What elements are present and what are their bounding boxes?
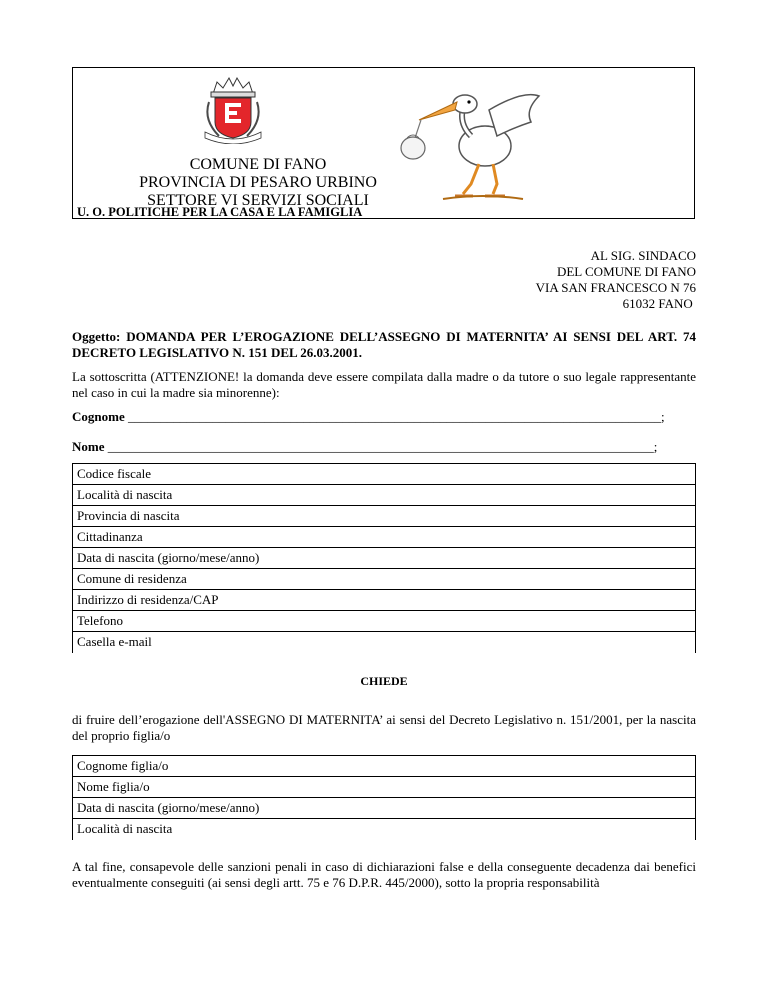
- nome-field[interactable]: [72, 439, 657, 455]
- municipal-crest-icon: [195, 72, 271, 144]
- closing-text: A tal fine, consapevole delle sanzioni penali in caso di dichiarazioni false e della conseguente decadenza dai benefici eventualmente conseguiti (ai sensi degli artt. 75 e 76 D.P.R. 445/2000), sotto la propria responsabilità: [72, 859, 696, 890]
- applicant-row-email[interactable]: Casella e-mail: [77, 634, 152, 649]
- applicant-row-indirizzo-residenza[interactable]: Indirizzo di residenza/CAP: [73, 590, 695, 611]
- child-row-data-nascita[interactable]: Data di nascita (giorno/mese/anno): [73, 798, 695, 819]
- child-data-table: [72, 755, 696, 840]
- addressee-line-4: 61032 FANO: [622, 296, 696, 311]
- applicant-data-table: [72, 463, 696, 653]
- applicant-row-codice-fiscale[interactable]: Codice fiscale: [73, 464, 695, 485]
- applicant-row-telefono[interactable]: Telefono: [73, 611, 695, 632]
- applicant-row-provincia-nascita[interactable]: Provincia di nascita: [73, 506, 695, 527]
- nome-label: Nome: [72, 439, 105, 454]
- chiede-heading: CHIEDE: [360, 674, 408, 688]
- org-unit: U. O. POLITICHE PER LA CASA E LA FAMIGLIA: [77, 205, 363, 219]
- org-line-provincia: PROVINCIA DI PESARO URBINO: [139, 174, 377, 191]
- applicant-row-cittadinanza[interactable]: Cittadinanza: [73, 527, 695, 548]
- org-line-settore: SETTORE VI SERVIZI SOCIALI: [147, 192, 369, 209]
- child-row-localita-nascita[interactable]: Località di nascita: [77, 821, 173, 836]
- applicant-row-localita-nascita[interactable]: Località di nascita: [73, 485, 695, 506]
- addressee-line-1: AL SIG. SINDACO: [590, 248, 696, 263]
- nome-line: ____________________________________________________________________________________;: [107, 439, 658, 454]
- addressee-line-3: VIA SAN FRANCESCO N 76: [535, 280, 696, 295]
- child-row-nome[interactable]: Nome figlia/o: [73, 777, 695, 798]
- child-row-cognome[interactable]: Cognome figlia/o: [73, 756, 695, 777]
- org-line-comune: COMUNE DI FANO: [189, 156, 327, 173]
- intro-text: La sottoscritta (ATTENZIONE! la domanda deve essere compilata dalla madre o da tutore o suo legale rappresentante nel caso in cui la madre sia minorenne):: [72, 369, 696, 400]
- addressee-line-2: DEL COMUNE DI FANO: [556, 264, 696, 279]
- applicant-row-data-nascita[interactable]: Data di nascita (giorno/mese/anno): [73, 548, 695, 569]
- cognome-line: __________________________________________________________________________________;: [127, 409, 665, 424]
- applicant-row-comune-residenza[interactable]: Comune di residenza: [73, 569, 695, 590]
- subject: Oggetto: DOMANDA PER L’EROGAZIONE DELL’ASSEGNO DI MATERNITA’ AI SENSI DEL ART. 74 DECRETO LEGISLATIVO N. 151 DEL 26.03.2001.: [72, 329, 696, 360]
- request-text: di fruire dell’erogazione dell'ASSEGNO DI MATERNITA’ ai sensi del Decreto Legislativo n. 151/2001, per la nascita del proprio figlia/o: [72, 712, 696, 743]
- cognome-field[interactable]: [72, 409, 665, 425]
- header-box: [72, 67, 695, 219]
- cognome-label: Cognome: [72, 409, 125, 424]
